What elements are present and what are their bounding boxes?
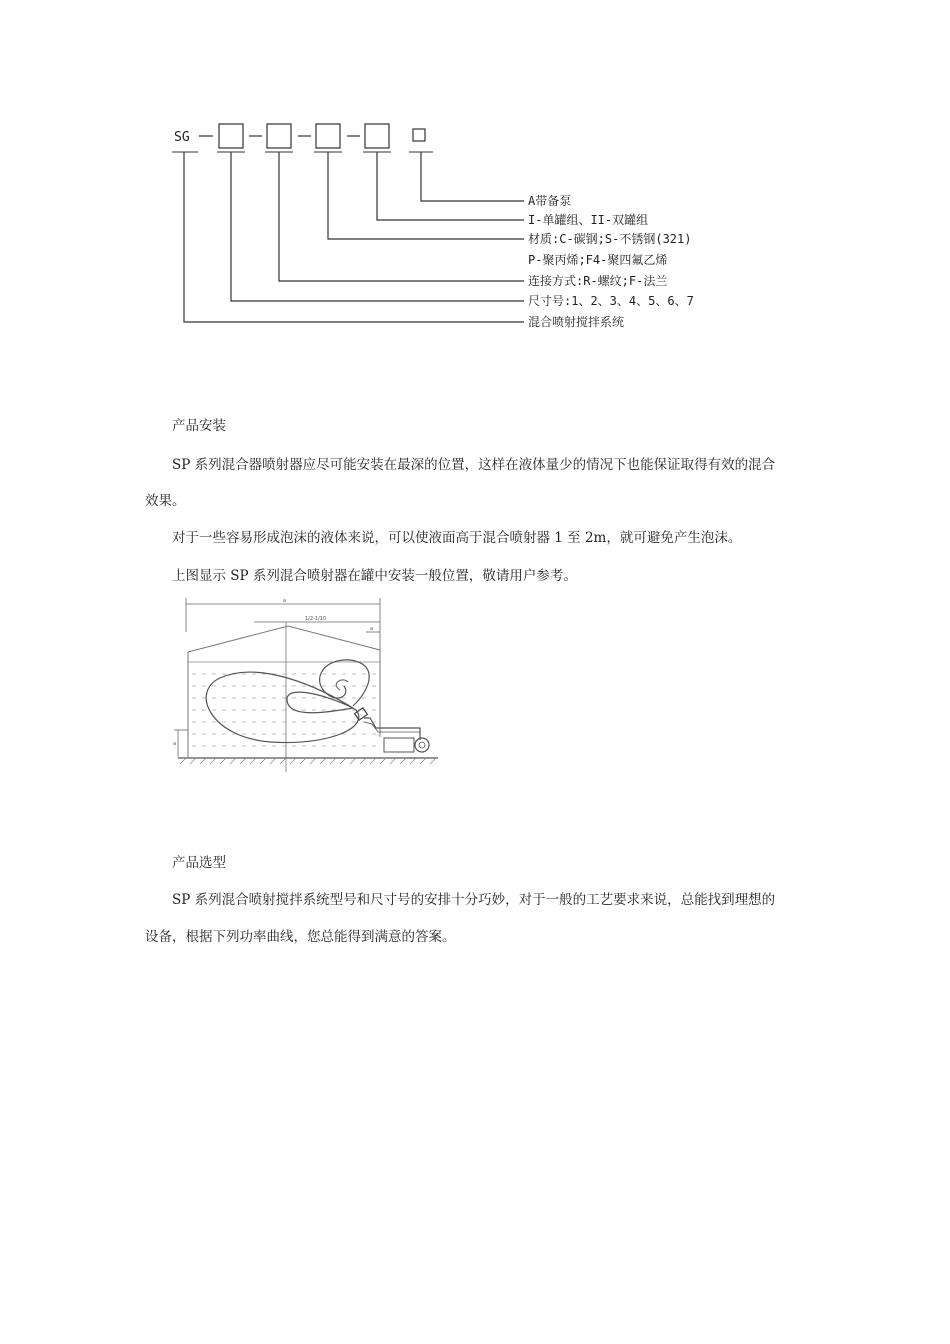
tank-installation-figure: [170, 592, 450, 777]
dim-mid-label: 1/2-1/10: [305, 616, 327, 622]
legend-material: 材质:C-碳钢;S-不锈钢(321): [528, 232, 692, 246]
dim-top-label: a: [283, 598, 287, 604]
install-paragraph-2: 对于一些容易形成泡沫的液体来说，可以使液面高于混合喷射器 1 至 2m，就可避免产生泡沫。: [172, 530, 742, 546]
install-paragraph-1-line-1: SP 系列混合器喷射器应尽可能安装在最深的位置，这样在液体量少的情况下也能保证取得有效的混合: [172, 457, 776, 473]
model-code-diagram: [0, 0, 950, 360]
legend-system: 混合喷射搅拌系统: [528, 315, 625, 329]
legend-connection: 连接方式:R-螺纹;F-法兰: [528, 274, 668, 288]
install-paragraph-1-line-2: 效果。: [145, 493, 186, 509]
code-box-connection: [267, 124, 291, 148]
dim-small-label: a: [370, 626, 374, 632]
legend-size: 尺寸号:1、2、3、4、5、6、7: [528, 294, 694, 308]
selection-paragraph-line-1: SP 系列混合喷射搅拌系统型号和尺寸号的安排十分巧妙，对于一般的工艺要求来说，总能找到理想的: [172, 892, 776, 908]
install-heading: 产品安装: [172, 418, 226, 434]
code-box-tank-group: [365, 124, 389, 148]
install-paragraph-3: 上图显示 SP 系列混合喷射器在罐中安装一般位置，敬请用户参考。: [172, 568, 577, 584]
code-box-material: [316, 124, 340, 148]
legend-spare-pump: A带备泵: [528, 194, 572, 208]
code-prefix: SG: [174, 130, 190, 145]
legend-tank-group: I-单罐组、II-双罐组: [528, 213, 649, 227]
dim-side-label: a: [173, 741, 177, 747]
code-box-size: [219, 124, 243, 148]
legend-material-2: P-聚丙烯;F4-聚四氟乙烯: [528, 253, 668, 267]
code-box-spare-pump: [413, 129, 425, 141]
selection-paragraph-line-2: 设备，根据下列功率曲线，您总能得到满意的答案。: [145, 929, 456, 945]
selection-heading: 产品选型: [172, 855, 226, 871]
